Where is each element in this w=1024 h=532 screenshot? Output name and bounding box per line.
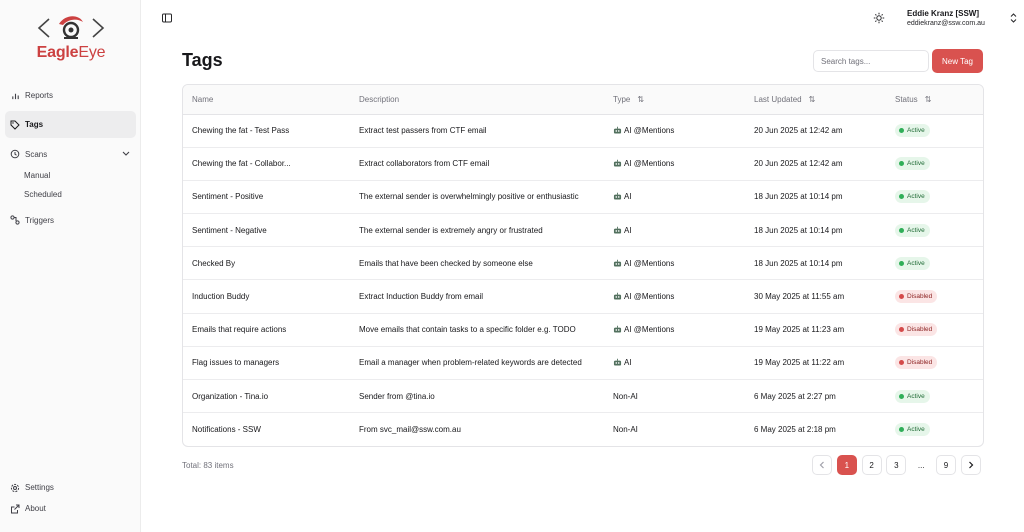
tag-type [613, 114, 754, 147]
tag-last-updated: 6 May 2025 at 2:18 pm [754, 425, 836, 435]
status-label: Active [907, 426, 925, 434]
sidebar-toggle-icon[interactable] [161, 12, 175, 26]
tag-type-label: AI @Mentions [624, 258, 675, 268]
tag-type-label: AI [624, 358, 632, 368]
tag-description: Email a manager when problem-related keywords are detected [359, 346, 613, 379]
brand-name: EagleEye [36, 44, 106, 61]
tag-description: Extract test passers from CTF email [359, 114, 613, 147]
status-badge [895, 423, 930, 436]
page-button[interactable]: 1 [837, 455, 857, 475]
page-button[interactable]: 2 [862, 455, 882, 475]
status-badge [895, 190, 930, 203]
total-count: Total: 83 items [182, 461, 234, 470]
user-email: eddiekranz@ssw.com.au [907, 20, 985, 27]
status-label: Active [907, 160, 925, 168]
chevron-right-icon [968, 461, 974, 469]
tag-status [895, 180, 984, 213]
column-header-description: Description [359, 85, 613, 114]
tag-type [613, 346, 754, 379]
tag-status [895, 147, 984, 180]
tag-last-updated: 20 Jun 2025 at 12:42 am [754, 147, 895, 180]
status-badge [895, 290, 937, 303]
logo[interactable] [30, 13, 112, 62]
tag-status [895, 280, 984, 313]
table-row[interactable] [183, 180, 984, 213]
tags-table [182, 84, 984, 447]
tag-last-updated: 18 Jun 2025 at 10:14 pm [754, 247, 895, 280]
tag-name[interactable]: Sentiment - Negative [183, 214, 359, 247]
tag-name[interactable]: Flag issues to managers [183, 346, 359, 379]
sidebar-subitem-scheduled[interactable]: Scheduled [24, 190, 62, 199]
status-dot-icon [899, 360, 904, 365]
status-label: Disabled [907, 293, 933, 301]
tag-last-updated: 20 Jun 2025 at 12:42 am [754, 114, 895, 147]
tag-name[interactable]: Induction Buddy [183, 280, 359, 313]
robot-icon [613, 126, 622, 134]
tag-description: Extract Induction Buddy from email [359, 280, 613, 313]
eagle-eye-logo-icon [35, 13, 107, 43]
tag-icon [10, 120, 20, 130]
tag-status [895, 247, 984, 280]
new-tag-button[interactable]: New Tag [932, 49, 983, 73]
status-dot-icon [899, 128, 904, 133]
sidebar-item-scans[interactable] [5, 143, 136, 165]
sort-icon[interactable]: ⇅ [808, 94, 816, 104]
status-badge [895, 356, 937, 369]
page-title: Tags [182, 50, 223, 70]
robot-icon [613, 325, 622, 333]
sidebar-item-reports[interactable] [5, 84, 136, 106]
status-dot-icon [899, 194, 904, 199]
previous-page-button[interactable] [812, 455, 832, 475]
sidebar-item-label: Triggers [25, 215, 55, 225]
robot-icon [613, 159, 622, 167]
tag-status [895, 214, 984, 247]
bar-chart-icon [10, 90, 20, 100]
tag-type [613, 214, 754, 247]
page-ellipsis: ... [917, 460, 925, 470]
tag-last-updated: 6 May 2025 at 2:27 pm [754, 380, 895, 413]
status-badge [895, 257, 930, 270]
tag-type-label: Non-AI [613, 425, 638, 435]
pagination [812, 455, 986, 475]
tag-description: From svc_mail@ssw.com.au [359, 425, 461, 435]
sidebar-item-label: Settings [25, 483, 54, 492]
status-dot-icon [899, 294, 904, 299]
workflow-icon [10, 215, 20, 225]
tag-last-updated: 19 May 2025 at 11:23 am [754, 313, 895, 346]
status-dot-icon [899, 228, 904, 233]
sidebar-item-label: Scans [25, 149, 48, 159]
status-label: Active [907, 226, 925, 234]
column-header-type: Type ⇅ [613, 85, 754, 114]
sun-icon[interactable] [873, 12, 887, 26]
tag-status [895, 313, 984, 346]
main-content [141, 0, 1024, 532]
sort-icon[interactable]: ⇅ [637, 94, 645, 104]
next-page-button[interactable] [961, 455, 981, 475]
sidebar-item-label: About [25, 504, 46, 513]
external-link-icon [10, 504, 20, 514]
tag-description: Sender from @tina.io [359, 380, 613, 413]
tag-last-updated: 18 Jun 2025 at 10:14 pm [754, 180, 895, 213]
tag-last-updated: 18 Jun 2025 at 10:14 pm [754, 214, 895, 247]
tag-description: Emails that have been checked by someone else [359, 247, 613, 280]
user-name: Eddie Kranz [SSW] [907, 9, 980, 18]
robot-icon [613, 358, 622, 366]
tag-name[interactable]: Chewing the fat - Test Pass [183, 114, 359, 147]
tag-last-updated: 30 May 2025 at 11:55 am [754, 280, 895, 313]
tag-description: Move emails that contain tasks to a specific folder e.g. TODO [359, 313, 613, 346]
chevron-down-icon[interactable] [122, 150, 130, 159]
table-row[interactable] [183, 280, 984, 313]
tag-status [895, 114, 984, 147]
tag-type-label: Non-AI [613, 391, 638, 401]
column-header-name: Name [183, 85, 359, 114]
sidebar-bottom-nav [5, 477, 136, 519]
tag-type [613, 380, 754, 413]
tag-type [613, 413, 754, 446]
table-header-row [183, 85, 984, 114]
tag-type [613, 280, 754, 313]
column-header-status: Status ⇅ [895, 85, 984, 114]
sidebar-item-label: Reports [25, 90, 54, 100]
tag-status [895, 346, 984, 379]
status-badge [895, 390, 930, 403]
status-badge [895, 124, 930, 137]
page-button[interactable]: 3 [886, 455, 906, 475]
tag-name[interactable]: Checked By [183, 247, 359, 280]
status-dot-icon [899, 161, 904, 166]
table-row[interactable] [183, 147, 984, 180]
table-row[interactable] [183, 247, 984, 280]
tag-type [613, 147, 754, 180]
tag-type-label: AI @Mentions [624, 292, 675, 302]
sidebar-item-about[interactable] [5, 498, 136, 519]
status-label: Active [907, 193, 925, 201]
status-label: Active [907, 259, 925, 267]
tag-type-label: AI @Mentions [624, 159, 675, 169]
status-dot-icon [899, 427, 904, 432]
page-button[interactable]: 9 [936, 455, 956, 475]
status-dot-icon [899, 261, 904, 266]
status-label: Disabled [907, 359, 933, 367]
sort-icon[interactable]: ⇅ [924, 94, 932, 104]
status-label: Disabled [907, 326, 933, 334]
tag-status [895, 413, 984, 446]
status-dot-icon [899, 327, 904, 332]
sidebar-subitem-manual[interactable]: Manual [24, 171, 51, 180]
column-header-last-updated: Last Updated ⇅ [754, 85, 895, 114]
tag-description: The external sender is extremely angry or frustrated [359, 214, 613, 247]
tag-description: The external sender is overwhelmingly positive or enthusiastic [359, 180, 613, 213]
tag-type [613, 247, 754, 280]
user-menu[interactable] [907, 9, 1017, 27]
sidebar-item-settings[interactable] [5, 477, 136, 498]
tag-description: Extract collaborators from CTF email [359, 147, 613, 180]
sidebar-item-triggers[interactable] [5, 209, 136, 231]
table-row[interactable] [183, 413, 984, 446]
status-label: Active [907, 127, 925, 135]
sidebar [0, 0, 141, 532]
tag-type-label: AI [624, 225, 632, 235]
search-input[interactable] [813, 50, 929, 72]
tag-name[interactable]: Sentiment - Positive [183, 180, 359, 213]
tag-type-label: AI @Mentions [624, 126, 675, 136]
tag-type-label: AI @Mentions [624, 325, 675, 335]
status-badge [895, 323, 937, 336]
robot-icon [613, 259, 622, 267]
table-row[interactable] [183, 313, 984, 346]
status-badge [895, 224, 930, 237]
sidebar-item-tags[interactable] [5, 111, 136, 138]
table-row[interactable] [183, 346, 984, 379]
status-badge [895, 157, 930, 170]
status-label: Active [907, 392, 925, 400]
table-row[interactable] [183, 214, 984, 247]
tag-last-updated: 19 May 2025 at 11:22 am [754, 346, 895, 379]
status-dot-icon [899, 394, 904, 399]
chevron-left-icon [819, 461, 825, 469]
history-icon [10, 149, 20, 159]
robot-icon [613, 292, 622, 300]
tag-name[interactable]: Organization - Tina.io [183, 380, 359, 413]
tag-name[interactable]: Emails that require actions [183, 313, 359, 346]
tag-name[interactable]: Notifications - SSW [192, 425, 261, 435]
tag-status [895, 380, 984, 413]
tag-name[interactable]: Chewing the fat - Collabor... [183, 147, 359, 180]
tag-type-label: AI [624, 192, 632, 202]
table-row[interactable] [183, 114, 984, 147]
sidebar-item-label: Tags [25, 120, 44, 129]
tag-type [613, 180, 754, 213]
sidebar-nav [5, 84, 136, 236]
robot-icon [613, 226, 622, 234]
topbar [141, 0, 1024, 38]
table-row[interactable] [183, 380, 984, 413]
chevron-up-down-icon [1010, 13, 1017, 25]
robot-icon [613, 192, 622, 200]
tag-type [613, 313, 754, 346]
gear-icon [10, 483, 20, 493]
